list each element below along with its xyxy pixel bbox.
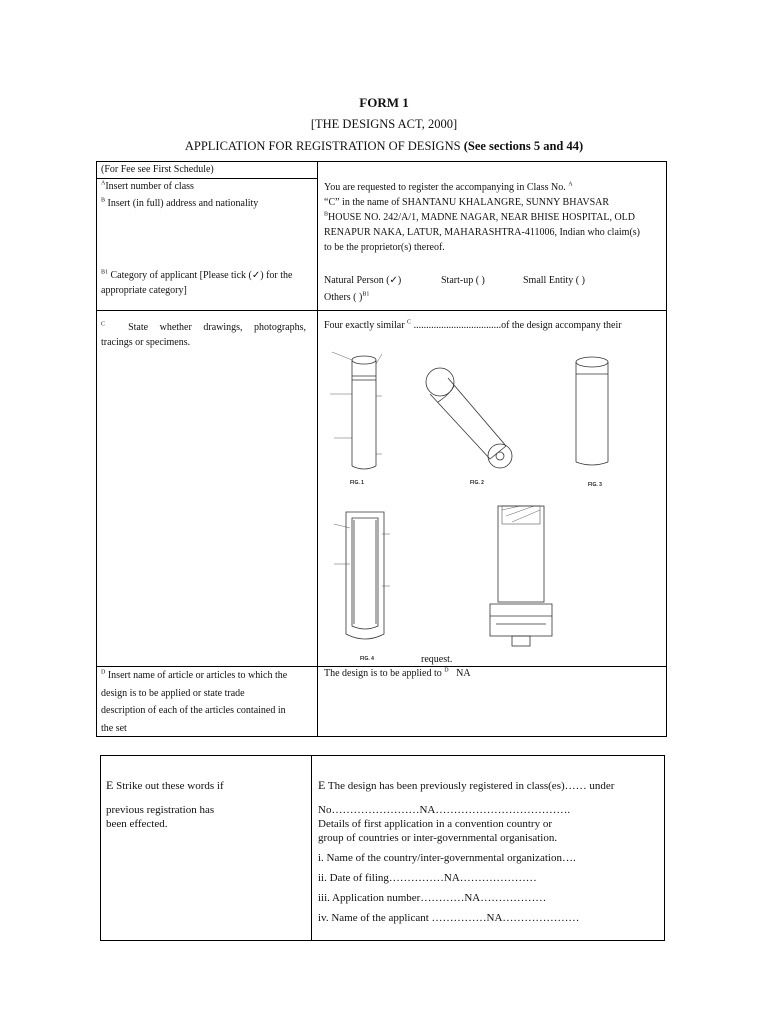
category-small: Small Entity ( ) [523, 275, 585, 286]
note-d: $^D$ Insert name of article or articles to which the design is to be applied or state trade description of each of the articles contained in the set [101, 669, 288, 734]
section-e-col-divider [311, 755, 312, 941]
row-divider-1 [96, 310, 667, 311]
four-similar-text: Four exactly similar $^C$ ...................................of the design accompany their [324, 319, 622, 331]
fig-2-label: FIG. 2 [470, 480, 484, 486]
note-b1: $^{B1}$ Category of applicant [Please tick (✓) for the appropriate category] [101, 269, 293, 296]
section-e-right: E The design has been previously registered in class(es)…… under No……………………NA………………………………. Details of first application in a convention country or group of countries or inter-governmental organisation. i. Name of the country/inter-governmental organization…. ii. Date of filing……………NA………………… iii. Application number…………NA……………… iv. Name of the applicant ……………NA………………… [318, 778, 615, 924]
col-divider [317, 161, 318, 737]
fig-3-label: FIG. 3 [588, 482, 602, 488]
act-name: [THE DESIGNS ACT, 2000] [310, 117, 458, 131]
fig-1-drawing [330, 352, 382, 469]
category-others: Others ( )$^{B1}$ [324, 291, 370, 303]
form-title [0, 139, 768, 154]
category-startup: Start-up ( ) [441, 275, 485, 286]
fee-note: (For Fee see First Schedule) [101, 164, 214, 175]
fig-1-label: FIG. 1 [350, 480, 364, 486]
fig-5-drawing [490, 506, 552, 646]
request-word: request. [421, 654, 453, 665]
fig-3-drawing [576, 357, 608, 465]
note-b: $^B$ Insert (in full) address and nationality [101, 197, 259, 209]
design-drawings [320, 334, 660, 664]
form-title-sections: (See sections 5 and 44) [463, 139, 584, 153]
fig-4-label: FIG. 4 [360, 656, 374, 662]
category-natural: Natural Person (✓) [324, 275, 402, 286]
note-c: $^C$ State whether drawings, photographs, tracings or specimens. [101, 321, 306, 348]
section-e-left: E Strike out these words if previous registration has been effected. [106, 778, 224, 830]
fig-2-drawing [426, 368, 512, 468]
design-applied-text: The design is to be applied to $^D$ NA [324, 667, 471, 679]
form-title-main: APPLICATION FOR REGISTRATION OF DESIGNS [184, 139, 461, 153]
form-number: FORM 1 [359, 95, 409, 110]
fig-4-drawing [334, 512, 390, 639]
note-a: $^A$Insert number of class [101, 180, 194, 192]
request-text: You are requested to register the accompanying in Class No. $^A$ “C” in the name of SHANTANU KHALANGRE, SUNNY BHAVSAR $^B$HOUSE NO. 242/A/1, MADNE NAGAR, NEAR BHISE HOSPITAL, OLD RENAPUR NAKA, LATUR, MAHARASHTRA-411006, Indian who claim(s) to be the proprietor(s) thereof. [324, 181, 641, 253]
